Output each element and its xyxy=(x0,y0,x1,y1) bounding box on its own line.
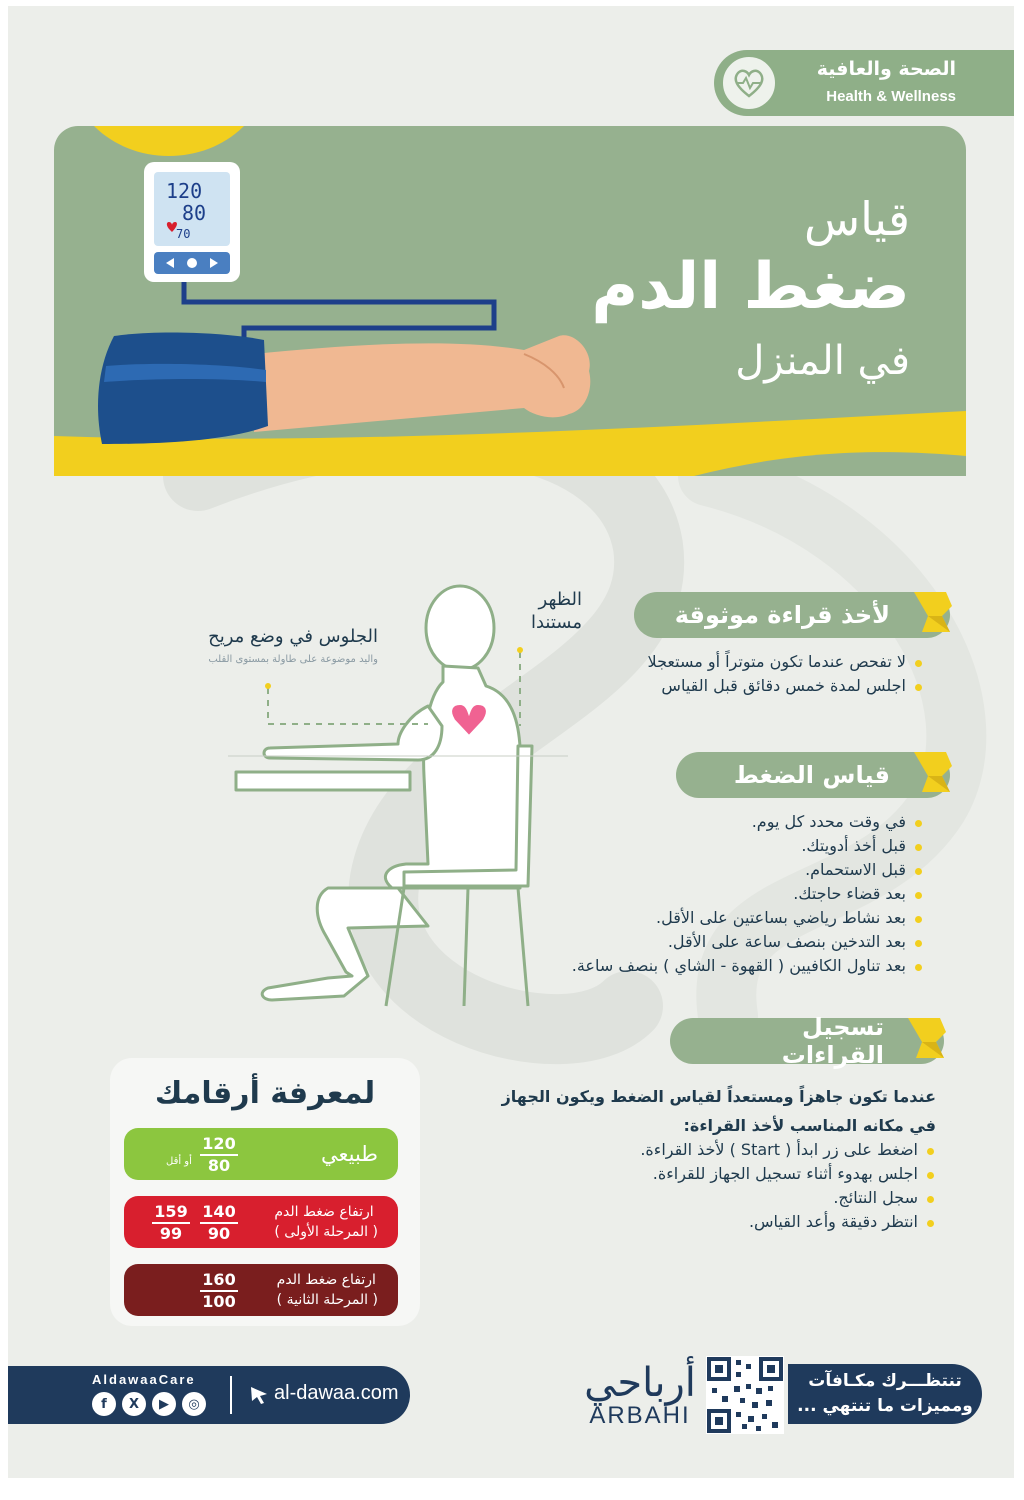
list-item: انتظر دقيقة وأعد القياس. xyxy=(640,1210,936,1234)
diastolic-value: 80 xyxy=(207,1156,231,1175)
list-item: اجلس لمدة خمس دقائق قبل القياس xyxy=(648,674,924,698)
bp-value xyxy=(200,1270,238,1312)
brand-tag xyxy=(714,50,1014,116)
website-link[interactable]: al-dawaa.com xyxy=(274,1382,399,1404)
arbahi-logo-english: ARBAHI xyxy=(589,1402,691,1429)
systolic-value: 120 xyxy=(200,1134,238,1156)
section-title: لأخذ قراءة موثوقة xyxy=(674,601,890,629)
list-item: لا تفحص عندما تكون متوتراً أو مستعجلا xyxy=(648,650,924,674)
pill-label-sub: ( المرحلة الثانية ) xyxy=(276,1292,378,1308)
cursor-icon xyxy=(248,1384,270,1406)
diastolic-value: 99 xyxy=(159,1224,183,1243)
recording-steps-list xyxy=(640,1138,936,1234)
stage1-range-pill xyxy=(124,1196,398,1248)
list-item: بعد تناول الكافيين ( القهوة - الشاي ) بنصف ساعة. xyxy=(572,954,924,978)
brand-english: Health & Wellness xyxy=(826,88,956,105)
section-heading-recording xyxy=(670,1013,944,1069)
diastolic-value: 90 xyxy=(207,1224,231,1243)
promo-line1: تنتظـــرك مكـافآت xyxy=(808,1371,962,1391)
arbahi-logo-arabic: أرباحي xyxy=(584,1360,696,1406)
pill-label xyxy=(274,1196,378,1248)
bp-value xyxy=(200,1134,238,1176)
section-heading-reliable-reading xyxy=(634,592,950,638)
x-icon[interactable]: X xyxy=(122,1392,146,1416)
normal-range-pill xyxy=(124,1128,398,1180)
hero-title-line3: في المنزل xyxy=(735,338,910,384)
list-item: في وقت محدد كل يوم. xyxy=(572,810,924,834)
pill-label: طبيعي xyxy=(320,1142,378,1166)
social-handle: AldawaaCare xyxy=(92,1372,196,1387)
list-item: قبل أخذ أدويتك. xyxy=(572,834,924,858)
youtube-icon[interactable]: ▶ xyxy=(152,1392,176,1416)
promo-line2: ومميزات ما تنتهي ... xyxy=(797,1396,973,1416)
list-item: اجلس بهدوء أثناء تسجيل الجهاز للقراءة. xyxy=(640,1162,936,1186)
monitor-pulse: 70 xyxy=(176,227,191,241)
social-icons xyxy=(92,1392,206,1416)
measuring-times-list xyxy=(572,810,924,978)
card-title: لمعرفة أرقامك xyxy=(154,1076,376,1111)
recording-intro: عندما تكون جاهزاً ومستعداً لقياس الضغط ويكون الجهاز في مكانه المناسب لأخذ القراءة: xyxy=(501,1087,936,1135)
pill-label-main: ارتفاع ضغط الدم xyxy=(276,1272,376,1288)
bp-value xyxy=(152,1202,190,1244)
pill-label-main: ارتفاع ضغط الدم xyxy=(274,1204,374,1220)
monitor-screen xyxy=(154,172,230,246)
hero-banner xyxy=(54,126,966,476)
hero-title-line2: ضغط الدم xyxy=(591,250,910,324)
systolic-value: 160 xyxy=(200,1270,238,1292)
sit-label: الجلوس في وضع مريح xyxy=(208,626,378,647)
pill-label xyxy=(277,1264,378,1316)
list-item: قبل الاستحمام. xyxy=(572,858,924,882)
section-heading-measuring xyxy=(676,752,950,798)
section-title: قياس الضغط xyxy=(733,761,890,789)
infographic-page xyxy=(8,6,1014,1478)
bp-value xyxy=(200,1202,238,1244)
instagram-icon[interactable]: ◎ xyxy=(182,1392,206,1416)
facebook-icon[interactable]: f xyxy=(92,1392,116,1416)
systolic-value: 140 xyxy=(200,1202,238,1224)
ribbon-icon xyxy=(906,586,958,638)
stage2-range-pill xyxy=(124,1264,398,1316)
list-item: بعد قضاء حاجتك. xyxy=(572,882,924,906)
know-your-numbers-card xyxy=(110,1058,420,1326)
promo-banner xyxy=(788,1364,982,1424)
list-item: بعد التدخين بنصف ساعة على الأقل. xyxy=(572,930,924,954)
reliable-reading-list xyxy=(648,650,924,698)
back-label: الظهر مستندا xyxy=(530,589,582,633)
monitor-systolic: 120 xyxy=(166,179,203,203)
list-item: بعد نشاط رياضي بساعتين على الأقل. xyxy=(572,906,924,930)
ribbon-icon xyxy=(906,746,958,798)
or-less-note: أو أقل xyxy=(166,1156,192,1167)
pill-label-sub: ( المرحلة الأولى ) xyxy=(274,1224,378,1240)
heart-pulse-icon xyxy=(720,54,778,112)
list-item: سجل النتائج. xyxy=(640,1186,936,1210)
bp-monitor-illustration xyxy=(54,126,654,476)
divider xyxy=(230,1376,232,1414)
sit-sublabel: واليد موضوعة على طاولة بمستوى القلب xyxy=(208,654,378,665)
ribbon-icon xyxy=(900,1012,952,1064)
systolic-value: 159 xyxy=(152,1202,190,1224)
qr-code[interactable] xyxy=(706,1356,784,1434)
diastolic-value: 100 xyxy=(202,1292,236,1311)
hero-title-line1: قياس xyxy=(803,192,910,246)
brand-arabic: الصحة والعافية xyxy=(816,58,956,80)
section-title: تسجيل القراءات xyxy=(781,1013,884,1069)
monitor-diastolic: 80 xyxy=(182,201,207,225)
social-footer xyxy=(8,1366,410,1424)
list-item: اضغط على زر ابدأ ( Start ) لأخذ القراءة. xyxy=(640,1138,936,1162)
